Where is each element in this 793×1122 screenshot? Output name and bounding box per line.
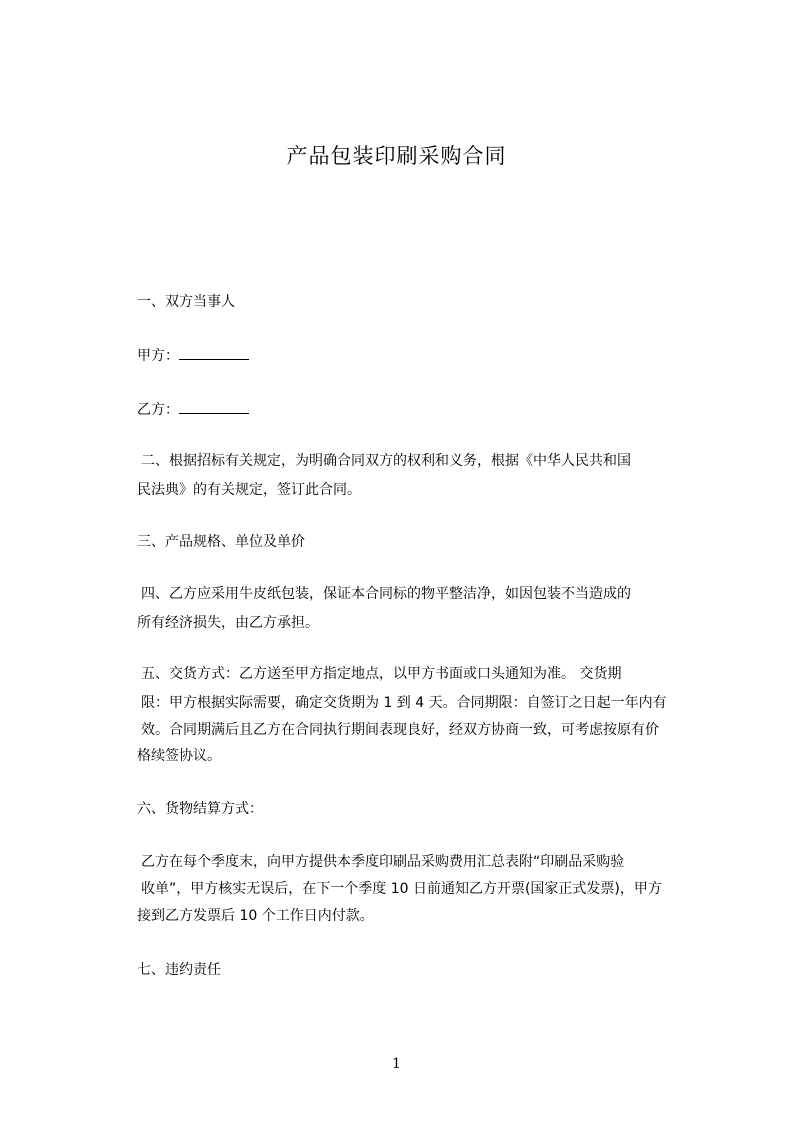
section-5-line-4: 格续签协议。 [137,748,221,764]
section-2-line-1: 二、根据招标有关规定，为明确合同双方的权利和义务，根据《中华人民共和国 [141,453,631,469]
section-3-heading: 三、产品规格、单位及单价 [137,534,305,550]
party-a-label: 甲方： [137,348,179,364]
party-a-line [137,345,249,366]
section-5-line-2: 限：甲方根据实际需要，确定交货期为 1 到 4 天。合同期限：自签订之日起一年内有 [141,695,667,711]
section-6-line-3: 接到乙方发票后 10 个工作日内付款。 [137,908,374,924]
party-a-blank [179,345,249,360]
section-4-line-2: 所有经济损失，由乙方承担。 [137,615,319,631]
section-5-line-3: 效。合同期满后且乙方在合同执行期间表现良好，经双方协商一致，可考虑按原有价 [141,722,659,738]
section-5-line-1: 五、交货方式：乙方送至甲方指定地点，以甲方书面或口头通知为准。 交货期 [141,666,622,682]
section-6-line-1: 乙方在每个季度末，向甲方提供本季度印刷品采购费用汇总表附“印刷品采购验 [141,854,625,870]
party-b-label: 乙方： [137,402,179,418]
party-b-line [137,399,249,420]
section-4-line-1: 四、乙方应采用牛皮纸包装，保证本合同标的物平整洁净，如因包装不当造成的 [141,586,631,602]
section-1-heading: 一、双方当事人 [137,294,235,310]
section-6-heading: 六、货物结算方式： [137,801,263,817]
section-2-line-2: 民法典》的有关规定，签订此合同。 [137,482,361,498]
document-title: 产品包装印刷采购合同 [286,144,507,168]
section-7-heading: 七、违约责任 [137,962,221,978]
party-b-blank [179,399,249,414]
section-6-line-2: 收单”，甲方核实无误后，在下一个季度 10 日前通知乙方开票(国家正式发票)，甲方 [141,881,662,897]
page-number: 1 [392,1056,401,1072]
